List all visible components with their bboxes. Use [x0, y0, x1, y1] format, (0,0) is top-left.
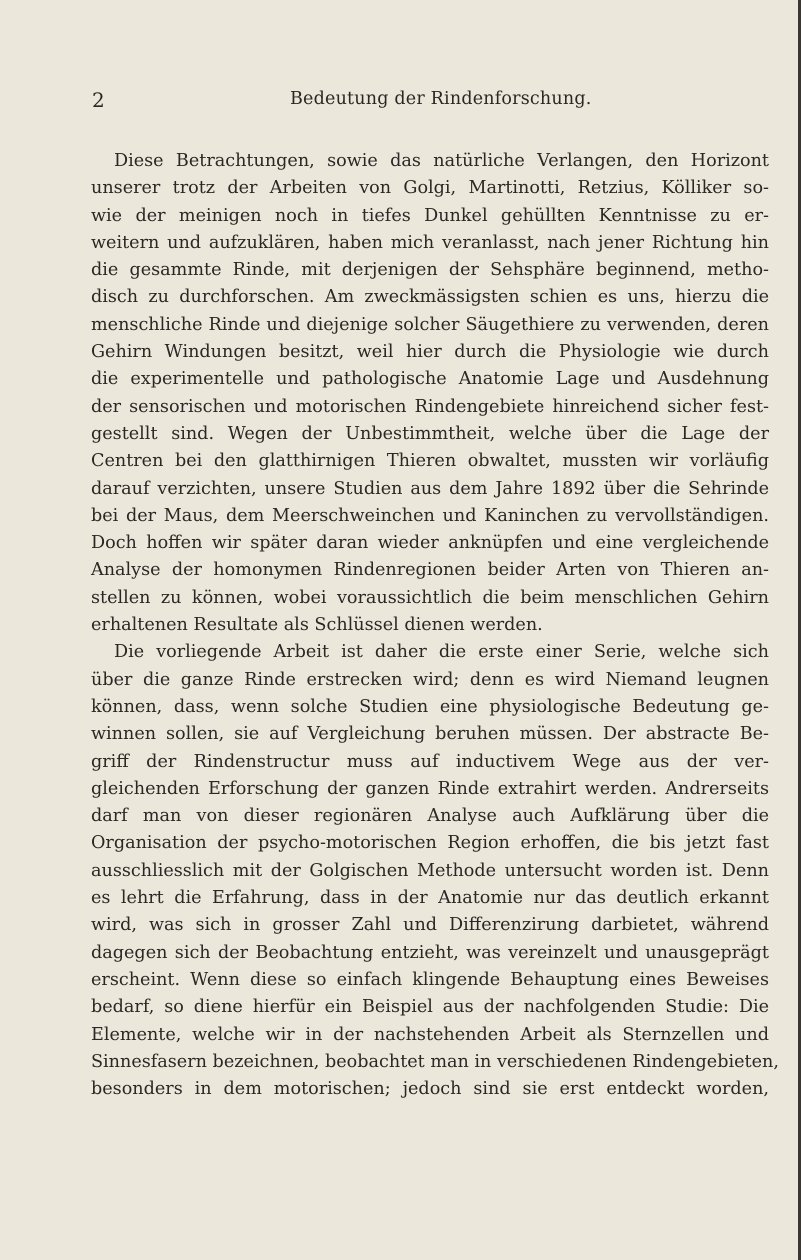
- text-line: können, dass, wenn solche Studien eine physiologische Bedeutung ge-: [91, 696, 769, 717]
- text-line: ausschliesslich mit der Golgischen Methode untersucht worden ist. Denn: [91, 860, 769, 881]
- body-text: [91, 148, 779, 1103]
- text-line: weitern und aufzuklären, haben mich veranlasst, nach jener Richtung hin: [91, 232, 769, 253]
- text-line: wie der meinigen noch in tiefes Dunkel gehüllten Kenntnisse zu er-: [91, 205, 769, 226]
- text-line: unserer trotz der Arbeiten von Golgi, Martinotti, Retzius, Kölliker so-: [91, 178, 769, 199]
- text-line: Gehirn Windungen besitzt, weil hier durch die Physiologie wie durch: [91, 342, 769, 363]
- text-line: stellen zu können, wobei voraussichtlich die beim menschlichen Gehirn: [91, 587, 769, 608]
- text-line: Die vorliegende Arbeit ist daher die erste einer Serie, welche sich: [114, 642, 769, 663]
- text-line: der sensorischen und motorischen Rindengebiete hinreichend sicher fest-: [91, 396, 769, 417]
- text-line: die experimentelle und pathologische Anatomie Lage und Ausdehnung: [91, 369, 769, 390]
- text-line: über die ganze Rinde erstrecken wird; denn es wird Niemand leugnen: [91, 669, 769, 690]
- text-line: Organisation der psycho-motorischen Region erhoffen, die bis jetzt fast: [91, 833, 769, 854]
- text-line: Sinnesfasern bezeichnen, beobachtet man in verschiedenen Rindengebieten,: [91, 1051, 779, 1072]
- text-line: Centren bei den glatthirnigen Thieren obwaltet, mussten wir vorläufig: [91, 451, 769, 472]
- text-line: bei der Maus, dem Meerschweinchen und Kaninchen zu vervollständigen.: [91, 505, 769, 526]
- text-line: griff der Rindenstructur muss auf inductivem Wege aus der ver-: [91, 751, 769, 772]
- text-line: dagegen sich der Beobachtung entzieht, was vereinzelt und unausgeprägt: [91, 942, 769, 963]
- text-line: Analyse der homonymen Rindenregionen beider Arten von Thieren an-: [91, 560, 769, 581]
- text-line: gestellt sind. Wegen der Unbestimmtheit, welche über die Lage der: [91, 423, 769, 444]
- text-line: erscheint. Wenn diese so einfach klingende Behauptung eines Beweises: [91, 969, 769, 990]
- text-line: die gesammte Rinde, mit derjenigen der Sehsphäre beginnend, metho-: [91, 260, 769, 281]
- text-line: besonders in dem motorischen; jedoch sind sie erst entdeckt worden,: [91, 1079, 769, 1100]
- text-line: menschliche Rinde und diejenige solcher Säugethiere zu verwenden, deren: [91, 314, 769, 335]
- running-head: Bedeutung der Rindenforschung.: [290, 89, 592, 109]
- text-line: darf man von dieser regionären Analyse auch Aufklärung über die: [91, 806, 769, 827]
- page-header: [0, 88, 801, 118]
- text-line: Doch hoffen wir später daran wieder anknüpfen und eine vergleichende: [91, 533, 769, 554]
- text-line: Elemente, welche wir in der nachstehenden Arbeit als Sternzellen und: [91, 1024, 769, 1045]
- text-line: gleichenden Erforschung der ganzen Rinde extrahirt werden. Andrerseits: [91, 778, 769, 799]
- page-number: 2: [92, 88, 105, 112]
- text-line: darauf verzichten, unsere Studien aus dem Jahre 1892 über die Sehrinde: [91, 478, 769, 499]
- text-line: disch zu durchforschen. Am zweckmässigsten schien es uns, hierzu die: [91, 287, 769, 308]
- text-line: erhaltenen Resultate als Schlüssel dienen werden.: [91, 615, 543, 636]
- text-line: winnen sollen, sie auf Vergleichung beruhen müssen. Der abstracte Be-: [91, 724, 769, 745]
- text-line: bedarf, so diene hierfür ein Beispiel aus der nachfolgenden Studie: Die: [91, 997, 769, 1018]
- text-line: Diese Betrachtungen, sowie das natürliche Verlangen, den Horizont: [114, 151, 769, 171]
- text-line: wird, was sich in grosser Zahl und Differenzirung darbietet, während: [91, 915, 769, 936]
- text-line: es lehrt die Erfahrung, dass in der Anatomie nur das deutlich erkannt: [91, 888, 769, 909]
